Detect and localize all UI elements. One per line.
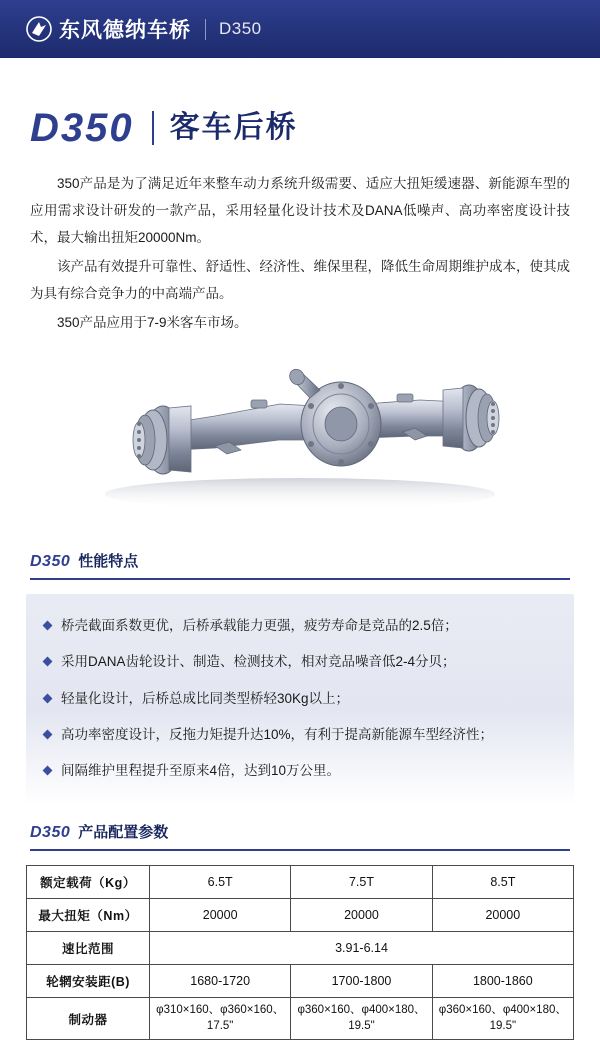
list-item bbox=[26, 689, 574, 709]
list-item bbox=[26, 761, 574, 781]
table-cell: φ360×160、φ400×180、19.5" bbox=[432, 998, 573, 1040]
table-cell: 1680-1720 bbox=[150, 965, 291, 998]
table-cell: 1800-1860 bbox=[432, 965, 573, 998]
spec-table bbox=[26, 865, 574, 1040]
list-item bbox=[26, 725, 574, 745]
intro-paragraph: 350产品应用于7-9米客车市场。 bbox=[57, 315, 248, 330]
spec-section-heading bbox=[30, 821, 570, 851]
table-row bbox=[27, 932, 574, 965]
row-label: 速比范围 bbox=[27, 932, 150, 965]
intro-paragraph: 350产品是为了满足近年来整车动力系统升级需要、适应大扭矩缓速器、新能源车型的应用需求设计研发的一款产品，采用轻量化设计技术及DANA低噪声、高功率密度设计技术，最大输出扭矩20000Nm。 bbox=[30, 176, 570, 245]
product-image bbox=[0, 344, 600, 534]
table-row bbox=[27, 998, 574, 1040]
feature-text: 桥壳截面系数更优，后桥承载能力更强，疲劳寿命是竞品的2.5倍； bbox=[61, 618, 458, 633]
title-name-cn: 客车后桥 bbox=[169, 111, 298, 144]
table-cell: 6.5T bbox=[150, 866, 291, 899]
diamond-bullet-icon bbox=[43, 766, 53, 776]
title-divider bbox=[152, 111, 154, 145]
feature-text: 间隔维护里程提升至原来4倍，达到10万公里。 bbox=[61, 763, 341, 778]
features-heading-model: D350 bbox=[30, 553, 71, 570]
row-label: 轮辋安装距(B) bbox=[27, 965, 150, 998]
header-divider bbox=[205, 19, 206, 40]
row-label: 最大扭矩（Nm） bbox=[27, 899, 150, 932]
list-item bbox=[26, 616, 574, 636]
spec-heading-model: D350 bbox=[30, 824, 71, 842]
intro-paragraph: 该产品有效提升可靠性、舒适性、经济性、维保里程，降低生命周期维护成本，使其成为具有综合竞争力的中高端产品。 bbox=[30, 259, 570, 301]
features-section-heading bbox=[30, 550, 570, 580]
table-cell: 20000 bbox=[150, 899, 291, 932]
table-cell: 20000 bbox=[291, 899, 432, 932]
spec-table-wrapper bbox=[26, 865, 574, 1040]
spec-heading-text: 产品配置参数 bbox=[78, 824, 169, 842]
intro-text bbox=[30, 170, 570, 336]
table-row bbox=[27, 899, 574, 932]
list-item bbox=[26, 652, 574, 672]
table-cell: 7.5T bbox=[291, 866, 432, 899]
brand-name: 东风德纳车桥 bbox=[59, 19, 191, 42]
row-label: 制动器 bbox=[27, 998, 150, 1040]
table-row bbox=[27, 965, 574, 998]
feature-text: 轻量化设计，后桥总成比同类型桥轻30Kg以上； bbox=[61, 690, 350, 706]
diamond-bullet-icon bbox=[43, 729, 53, 739]
table-cell: φ310×160、φ360×160、17.5" bbox=[150, 998, 291, 1040]
diamond-bullet-icon bbox=[43, 693, 53, 703]
dongfeng-logo-icon bbox=[26, 16, 52, 42]
diamond-bullet-icon bbox=[43, 621, 53, 631]
table-cell: φ360×160、φ400×180、19.5" bbox=[291, 998, 432, 1040]
page-title bbox=[30, 108, 600, 148]
table-cell: 1700-1800 bbox=[291, 965, 432, 998]
table-row bbox=[27, 866, 574, 899]
features-panel bbox=[26, 594, 574, 805]
rear-axle-illustration bbox=[65, 344, 535, 529]
feature-text: 高功率密度设计，反拖力矩提升达10%，有利于提高新能源车型经济性； bbox=[61, 726, 494, 742]
page-header bbox=[0, 0, 600, 58]
table-cell: 20000 bbox=[432, 899, 573, 932]
title-model: D350 bbox=[30, 106, 134, 150]
row-label: 额定载荷（Kg） bbox=[27, 866, 150, 899]
table-cell: 3.91-6.14 bbox=[150, 932, 574, 965]
feature-text: 采用DANA齿轮设计、制造、检测技术，相对竞品噪音低2-4分贝； bbox=[61, 654, 456, 670]
diamond-bullet-icon bbox=[43, 657, 53, 667]
features-heading-text: 性能特点 bbox=[78, 553, 139, 570]
table-cell: 8.5T bbox=[432, 866, 573, 899]
header-model-label: D350 bbox=[219, 19, 262, 38]
